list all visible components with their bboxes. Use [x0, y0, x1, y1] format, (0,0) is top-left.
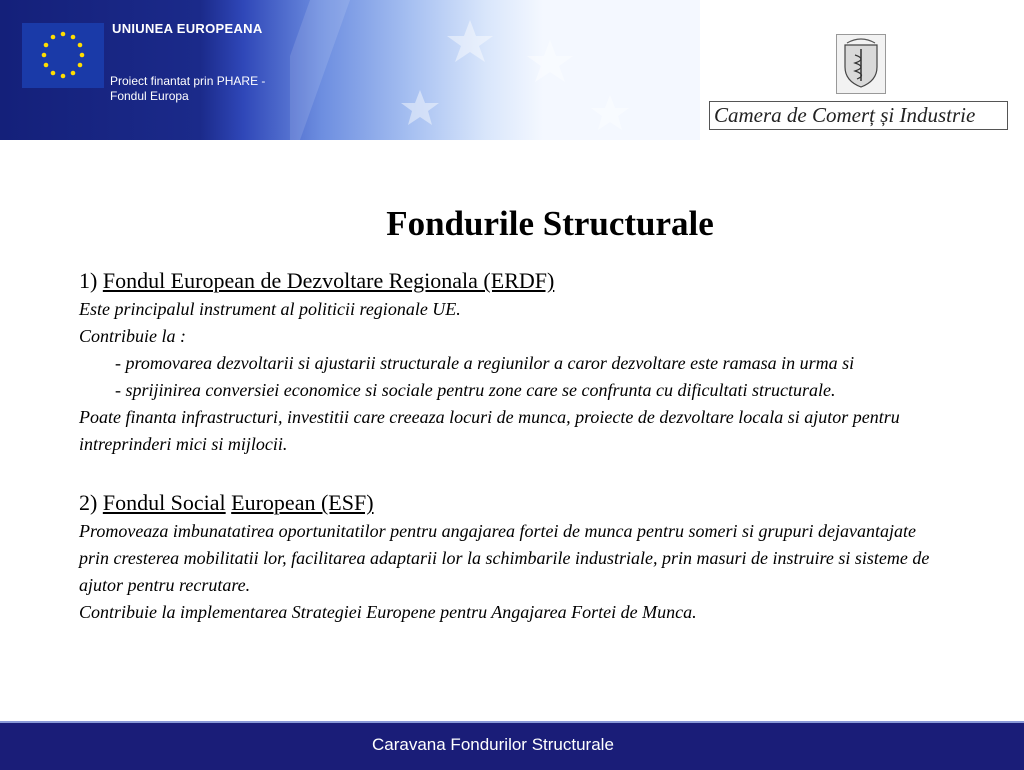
section1-line3: Poate finanta infrastructuri, investitii care creeaza locuri de munca, proiecte de dezvoltare locala si ajutor pentru intreprinderi mici si mijlocii.	[79, 407, 900, 454]
section1-bullet1: - promovarea dezvoltarii si ajustarii structurale a regiunilor a caror dezvoltare este ramasa in urma si	[115, 353, 855, 373]
section1-title: Fondul European de Dezvoltare Regionala (ERDF)	[102, 268, 555, 293]
section2-title-part1: Fondul Social	[102, 490, 226, 515]
eu-title: UNIUNEA EUROPEANA	[112, 21, 263, 36]
chamber-name: Camera de Comerț și Industrie	[714, 103, 976, 127]
page-title: Fondurile Structurale	[386, 204, 714, 243]
section1-line1: Este principalul instrument al politicii regionale UE.	[79, 299, 461, 319]
main-content	[79, 266, 939, 626]
footer-bar	[0, 721, 1024, 770]
chamber-logo	[709, 101, 1008, 130]
footer-text: Caravana Fondurilor Structurale	[372, 735, 614, 754]
section2-heading	[79, 488, 939, 518]
section2-line2: Contribuie la implementarea Strategiei Europene pentru Angajarea Fortei de Munca.	[79, 602, 697, 622]
header-banner	[0, 0, 1024, 140]
section1-bullet2: - sprijinirea conversiei economice si sociale pentru zone care se confrunta cu dificultati structurale.	[115, 380, 836, 400]
section1-number: 1)	[79, 268, 98, 293]
section2-line1: Promoveaza imbunatatirea oportunitatilor pentru angajarea fortei de munca pentru someri si grupuri dejavantajate prin cresterea mobilitatii lor, facilitarea adaptarii lor la schimbarile industriale, prin masuri de instruire si sisteme de ajutor pentru recrutare.	[79, 521, 930, 595]
project-funding-text: Proiect finantat prin PHARE - Fondul Europa	[110, 74, 266, 103]
decorative-stars-graphic	[290, 0, 730, 140]
chamber-crest-icon	[836, 34, 886, 94]
eu-flag-icon	[22, 23, 104, 88]
section2-number: 2)	[79, 490, 98, 515]
section1-heading	[79, 266, 939, 296]
section2-title-part2: European (ESF)	[231, 490, 374, 515]
section1-line2: Contribuie la :	[79, 326, 186, 346]
